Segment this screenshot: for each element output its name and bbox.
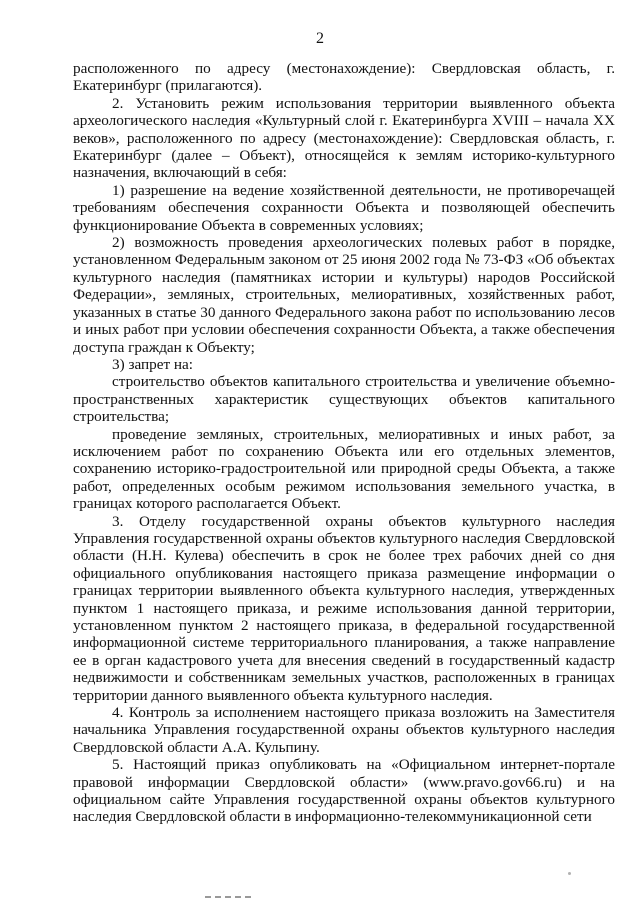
- scan-artifact-speck: [568, 872, 571, 875]
- paragraph-item-2: 2. Установить режим использования территории выявленного объекта археологического наследия «Культурный слой г. Екатеринбурга XVIII – начала XX веков», расположенного по адресу (местонахождение): Свердловская область, г. Екатеринбург (далее – Объект), относящейся к землям историко-культурного назначения, включающий в себя:: [73, 94, 615, 182]
- page-number: 2: [316, 30, 324, 47]
- paragraph-item-5: 5. Настоящий приказ опубликовать на «Официальном интернет-портале правовой информации Свердловской области» (www.pravo.gov66.ru) и на официальном сайте Управления государственной охраны объектов культурного наследия Свердловской области в информационно-телекоммуникационной сети: [73, 756, 615, 826]
- paragraph-item-4: 4. Контроль за исполнением настоящего приказа возложить на Заместителя начальника Управления государственной охраны объектов культурного наследия Свердловской области А.А. Кульпину.: [73, 704, 615, 756]
- scan-artifact-line: [205, 896, 255, 898]
- paragraph-subitem-1: 1) разрешение на ведение хозяйственной деятельности, не противоречащей требованиям обеспечения сохранности Объекта и позволяющей обеспечить функционирование Объекта в современных условиях;: [73, 181, 615, 234]
- paragraph-address-continuation: расположенного по адресу (местонахождение): Свердловская область, г. Екатеринбург (прилагаются).: [73, 60, 615, 95]
- paragraph-prohibition-works: проведение земляных, строительных, мелиоративных и иных работ, за исключением работ по сохранению Объекта или его отдельных элементов, сохранению историко-градостроительной или природной среды Объекта, а также работ, определенных особым режимом использования земельного участка, в границах которого располагается Объект.: [73, 425, 615, 513]
- paragraph-prohibition-construction: строительство объектов капитального строительства и увеличение объемно-пространственных характеристик существующих объектов капитального строительства;: [73, 373, 615, 426]
- document-body: [73, 60, 615, 826]
- paragraph-subitem-3: 3) запрет на:: [112, 355, 193, 373]
- paragraph-subitem-2: 2) возможность проведения археологических полевых работ в порядке, установленном Федеральным законом от 25 июня 2002 года № 73-ФЗ «Об объектах культурного наследия (памятниках истории и культуры) народов Российской Федерации», земляных, строительных, мелиоративных, хозяйственных работ, указанных в статье 30 данного Федерального закона работ по использованию лесов и иных работ при условии обеспечения сохранности Объекта, а также обеспечения доступа граждан к Объекту;: [73, 234, 615, 356]
- paragraph-item-3: 3. Отделу государственной охраны объектов культурного наследия Управления государственной охраны объектов культурного наследия Свердловской области (Н.Н. Кулева) обеспечить в срок не более трех рабочих дней со дня официального опубликования настоящего приказа размещение информации о границах территории выявленного объекта культурного наследия, утвержденных пунктом 1 настоящего приказа, и режиме использования данной территории, установленном пунктом 2 настоящего приказа, в федеральной государственной информационной системе территориального планирования, а также направление ее в орган кадастрового учета для внесения сведений в государственный кадастр недвижимости и собственникам земельных участков, расположенных в границах территории данного выявленного объекта культурного наследия.: [73, 512, 615, 704]
